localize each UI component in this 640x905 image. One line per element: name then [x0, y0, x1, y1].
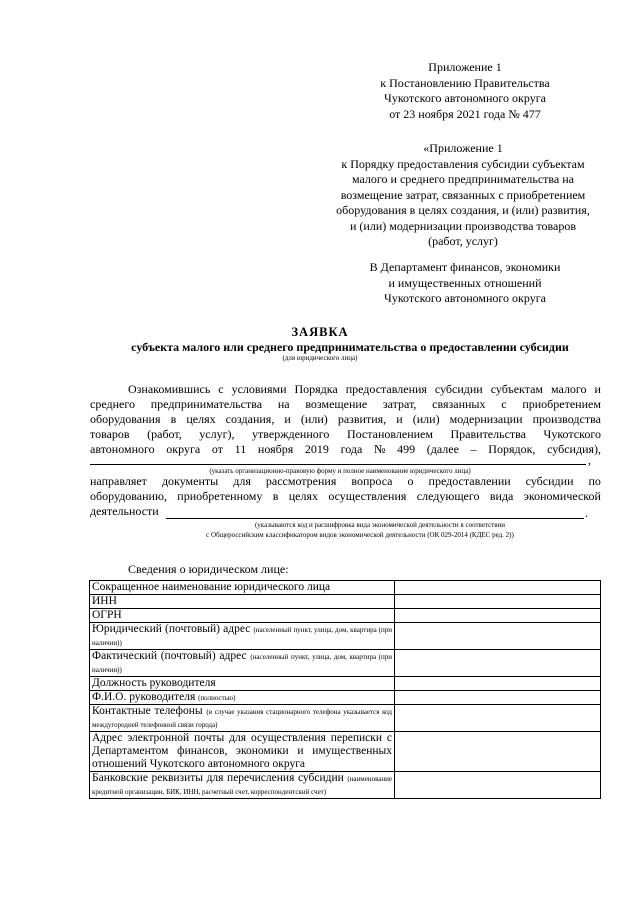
word: (или)	[412, 412, 440, 426]
appendix-line: Чукотского автономного округа	[384, 91, 546, 105]
table-row	[90, 581, 601, 595]
appendix-inner-line: к Порядку предоставления субсидии субъектам	[341, 156, 585, 171]
row-label	[90, 772, 395, 799]
paragraph-line	[90, 474, 601, 489]
word: №	[373, 442, 386, 456]
word: от	[211, 442, 223, 456]
row-label-text: Банковские реквизиты для перечисления субсидии	[92, 772, 344, 784]
word: субсидия),	[547, 442, 601, 456]
appendix-inner-line: оборудования в целях создания, и (или) развития,	[336, 203, 590, 217]
word: и	[396, 412, 403, 426]
word: вопроса	[351, 474, 393, 488]
word: осуществления	[328, 489, 407, 503]
row-label-text: Юридический (почтовый) адрес	[92, 623, 251, 635]
word: автономного	[90, 442, 155, 456]
word: оборудования	[90, 412, 161, 426]
addressee-line: Чукотского автономного округа	[384, 291, 546, 305]
row-label-text: Контактные телефоны	[92, 705, 203, 717]
word: предоставления	[345, 382, 427, 396]
word: и	[594, 382, 601, 396]
word: связанных	[432, 397, 486, 411]
comma: ,	[588, 453, 591, 467]
row-value[interactable]	[395, 705, 601, 732]
org-name-note: (указать организационно-правовую форму и полное наименование юридического лица)	[209, 467, 471, 475]
row-note: (населенный пункт, улица, дом, квартира (при наличии))	[92, 626, 393, 647]
row-label	[90, 705, 395, 732]
word: субсидии	[525, 474, 574, 488]
row-value[interactable]	[395, 650, 601, 677]
word: товаров	[90, 427, 130, 441]
word: услуг),	[199, 427, 235, 441]
appendix-line: к Постановлению Правительства	[380, 75, 550, 90]
word: (или)	[300, 412, 328, 426]
appendix-header	[330, 60, 600, 122]
paragraph-line	[90, 442, 601, 457]
addressee-line: и имущественных отношений	[388, 275, 542, 290]
row-label	[90, 581, 395, 595]
paragraph-line	[90, 397, 601, 412]
row-label	[90, 595, 395, 609]
paragraph-text: деятельности	[90, 504, 159, 518]
word: 11	[234, 442, 247, 456]
appendix-inner-line: возмещение затрат, связанных с приобретением	[340, 187, 586, 202]
word: Порядка	[294, 382, 338, 396]
word: развития,	[337, 412, 387, 426]
row-label-text: ОГРН	[92, 609, 122, 621]
word: вида	[489, 489, 514, 503]
word: документы	[161, 474, 219, 488]
word: на	[277, 397, 290, 411]
word: Постановлением	[346, 427, 433, 441]
word: целях	[186, 412, 216, 426]
subtitle-note: (для юридического лица)	[282, 354, 358, 362]
row-value[interactable]	[395, 623, 601, 650]
table-row	[90, 705, 601, 732]
table-row	[90, 772, 601, 799]
word: возмещение	[305, 397, 368, 411]
table-row	[90, 623, 601, 650]
table-row	[90, 677, 601, 691]
activity-note: (указываются код и расшифровка вида экономической деятельности в соответствии	[254, 521, 506, 529]
word: в	[272, 489, 279, 503]
word: года	[340, 442, 363, 456]
word: производства	[532, 412, 601, 426]
row-value[interactable]	[395, 595, 601, 609]
paragraph-line	[90, 427, 601, 442]
row-label	[90, 650, 395, 677]
word: Порядок,	[488, 442, 536, 456]
row-value[interactable]	[395, 609, 601, 623]
word: Ознакомившись	[128, 382, 211, 396]
row-value[interactable]	[395, 581, 601, 595]
word: создания,	[225, 412, 275, 426]
document-subtitle: субъекта малого или среднего предпринимательства о предоставлении субсидии	[131, 340, 569, 354]
table-row	[90, 732, 601, 772]
word: рассмотрения	[265, 474, 337, 488]
word: утвержденного	[252, 427, 330, 441]
row-label-text: Сокращенное наименование юридического лица	[92, 581, 331, 593]
row-label-text: Ф.И.О. руководителя	[92, 691, 196, 703]
word: для	[233, 474, 251, 488]
word: 2019	[304, 442, 329, 456]
activity-field[interactable]	[166, 518, 584, 519]
table-row	[90, 650, 601, 677]
paragraph-line	[90, 504, 601, 519]
row-label	[90, 677, 395, 691]
row-label	[90, 609, 395, 623]
row-note: (наименование кредитной организации, БИК, ИНН, расчетный счет, корреспондентский счет)	[92, 775, 392, 796]
row-label	[90, 623, 395, 650]
table-row	[90, 691, 601, 705]
word: в	[170, 412, 177, 426]
appendix-inner-line: (работ, услуг)	[428, 234, 498, 248]
word: (далее	[426, 442, 459, 456]
word: Чукотского	[543, 427, 601, 441]
purpose-paragraph	[90, 474, 601, 519]
appendix-inner-header	[318, 141, 608, 250]
word: 499	[397, 442, 416, 456]
word: приобретенному	[177, 489, 263, 503]
row-label	[90, 691, 395, 705]
word: –	[470, 442, 477, 456]
row-note: (населенный пункт, улица, дом, квартира (при наличии))	[92, 653, 392, 674]
row-label-text: Фактический (почтовый) адрес	[92, 650, 247, 662]
word: по	[588, 474, 601, 488]
word: предпринимательства	[150, 397, 263, 411]
word: Правительства	[450, 427, 526, 441]
paragraph-line	[90, 382, 601, 397]
word: модернизации	[449, 412, 523, 426]
row-label-text: Адрес электронной почты для осуществления переписки с Департаментом финансов, экономики и имущественных отношений Чукотского автономного округа	[92, 732, 392, 770]
intro-paragraph	[90, 382, 601, 457]
row-value[interactable]	[395, 772, 601, 799]
document-title: ЗАЯВКА	[291, 325, 349, 339]
addressee-block	[340, 260, 590, 307]
word: предоставлении	[428, 474, 511, 488]
appendix-line: от 23 ноября 2021 года № 477	[389, 106, 541, 121]
word: субъектам	[490, 382, 544, 396]
word: экономической	[523, 489, 601, 503]
word: направляет	[90, 474, 147, 488]
word: малого	[551, 382, 587, 396]
word: и	[284, 412, 291, 426]
section-title: Сведения о юридическом лице:	[128, 562, 289, 576]
table-row	[90, 609, 601, 623]
row-value[interactable]	[395, 732, 601, 772]
appendix-inner-line: «Приложение 1	[423, 141, 503, 155]
word: среднего	[90, 397, 135, 411]
word: о	[407, 474, 414, 488]
word: ноября	[257, 442, 294, 456]
word: с	[501, 397, 507, 411]
word: с	[218, 382, 224, 396]
period: .	[585, 506, 588, 520]
table-row	[90, 595, 601, 609]
row-value[interactable]	[395, 691, 601, 705]
word: оборудованию,	[90, 489, 167, 503]
paragraph-line	[90, 412, 601, 427]
word: субсидии	[434, 382, 483, 396]
addressee-line: В Департамент финансов, экономики	[369, 260, 561, 274]
row-label-text: ИНН	[92, 595, 117, 607]
word: следующего	[416, 489, 480, 503]
appendix-inner-line: малого и среднего предпринимательства на	[351, 172, 575, 186]
word: округа	[166, 442, 201, 456]
row-label-text: Должность руководителя	[92, 677, 216, 689]
row-note: (полностью)	[198, 694, 236, 702]
appendix-line: Приложение 1	[428, 60, 502, 74]
word: условиями	[231, 382, 287, 396]
paragraph-line	[90, 489, 601, 504]
activity-note: с Общероссийским классификатором видов экономической деятельности (ОК 029-2014 (КДЕС ред. 2))	[206, 531, 514, 539]
word: приобретением	[522, 397, 601, 411]
org-name-field[interactable]	[90, 464, 586, 465]
row-label	[90, 732, 395, 772]
word: затрат,	[382, 397, 417, 411]
word: (работ,	[147, 427, 182, 441]
appendix-inner-line: и (или) модернизации производства товаров	[349, 218, 577, 233]
row-note: (в случае указания стационарного телефона указывается код междугородней телефонной связи города)	[92, 708, 392, 729]
legal-entity-table	[89, 580, 601, 799]
word: целях	[288, 489, 318, 503]
row-value[interactable]	[395, 677, 601, 691]
